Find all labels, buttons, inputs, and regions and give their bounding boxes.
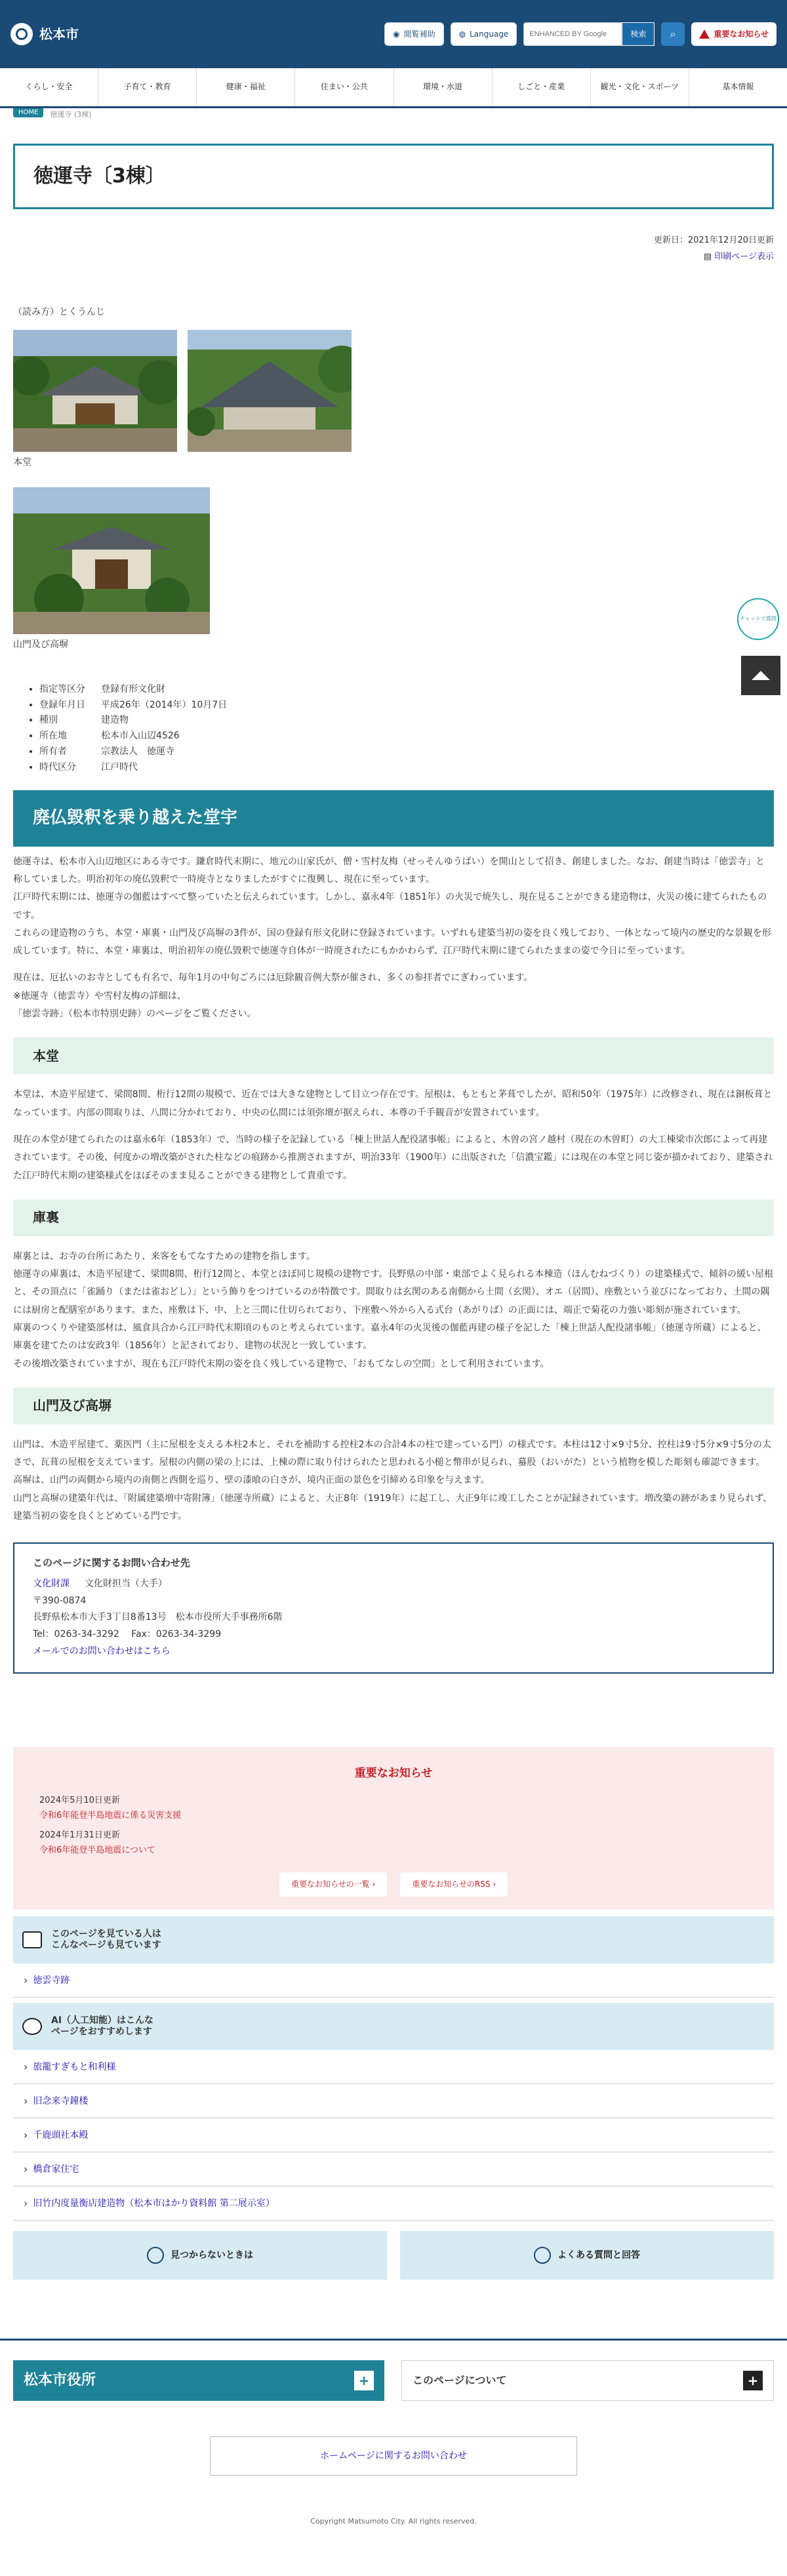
caption-main-hall: 本堂 <box>13 456 31 468</box>
info-item <box>39 698 774 714</box>
notice-title: 重要なお知らせ <box>354 1767 433 1781</box>
computer-icon <box>22 1931 42 1948</box>
mail-contact-link[interactable]: メールでのお問い合わせはこちら <box>33 1646 171 1657</box>
notice-list-label: 重要なお知らせの一覧 <box>291 1880 370 1889</box>
also-viewed-title-1: このページを見ている人は <box>51 1928 161 1939</box>
also-viewed-list <box>13 1963 774 1998</box>
important-notice-label: 重要なお知らせ <box>714 29 769 39</box>
subsection-heading: 庫裏 <box>13 1199 774 1236</box>
breadcrumb-current: 徳運寺 (3棟) <box>50 110 92 119</box>
print-link-row <box>13 249 774 266</box>
property-info-list <box>13 682 774 776</box>
gnav-item[interactable]: 観光・文化・スポーツ <box>591 68 689 106</box>
search-box <box>523 22 655 46</box>
info-key: 種別 <box>39 715 58 726</box>
paragraph: 山門は、木造平屋建て、薬医門（主に屋根を支える本柱2本と、それを補助する控柱2本の合計4本の柱で建っている門）の様式です。本柱は12寸×9寸5分、控柱は9寸5分×9寸5分の太さで、瓦葺の屋根を支えています。屋根の内側の梁の上には、上棟の際に取り付けられたと思われる小槌と幣串が見られ、蟇股（おいがた）という植物を模した彫刻も確認できます。 <box>13 1439 772 1468</box>
info-value: 登録有形文化財 <box>101 683 165 694</box>
list-item[interactable] <box>13 1963 774 1998</box>
contact-zip: 〒390-0874 <box>33 1595 87 1606</box>
subsection-heading: 本堂 <box>13 1037 774 1074</box>
list-item[interactable] <box>13 2118 774 2152</box>
ai-recommend-heading <box>13 2003 774 2050</box>
paragraph: 庫裏とは、お寺の台所にあたり、来客をもてなすための建物を指します。 <box>13 1251 315 1262</box>
info-value: 建造物 <box>101 715 129 726</box>
city-office-label: 松本市役所 <box>24 2372 96 2389</box>
paragraph: その後増改築されていますが、現在も江戸時代末期の姿を良く残している建物で、「おもてなしの空間」として利用されています。 <box>13 1358 550 1369</box>
global-nav <box>0 68 787 108</box>
notice-date: 2024年1月31日更新 <box>39 1830 120 1840</box>
gnav-item[interactable]: 基本情報 <box>722 82 754 92</box>
paragraph: 本堂は、木造平屋建て、梁間8間、桁行12間の規模で、近在では大きな建物として目立つ存在です。屋根は、もともと茅葺でしたが、昭和50年（1975年）に改修され、現在は銅板葺となっています。内部の間取りは、八間に分かれており、中央の仏間には須弥壇が据えられ、本尊の千手観音が安置されています。 <box>13 1089 773 1118</box>
arrow-up-icon <box>752 671 770 680</box>
notice-rss-label: 重要なお知らせのRSS <box>412 1880 491 1889</box>
info-item <box>39 760 774 776</box>
help-buttons <box>13 2231 774 2280</box>
list-item[interactable] <box>13 2050 774 2084</box>
site-contact-button[interactable] <box>210 2436 577 2476</box>
footer-row <box>13 2360 774 2401</box>
print-link[interactable]: 印刷ページ表示 <box>714 251 774 262</box>
info-item <box>39 713 774 729</box>
info-key: 時代区分 <box>39 761 76 773</box>
also-viewed-heading <box>13 1916 774 1963</box>
paragraph: 現在の本堂が建てられたのは嘉永6年（1853年）で、当時の様子を記録している「棟上世話人配役諸事帳」によると、木曽の宮ノ越村（現在の木曽町）の大工棟梁市次郎によって再建されています。その後、何度かの増改築がされた柱などの痕跡から推測されますが、明治33年（1900年）に出版された「信濃宝鑑」には現在の本堂と同じ姿が描かれており、建築された江戸時代末期の建築様式をほぼそのまま見ることができる建物として貴重です。 <box>13 1134 773 1181</box>
paragraph: 高塀は、山門の両側から境内の南側と西側を巡り、壁の漆喰の白さが、境内正面の景色を引締める印象を与えます。 <box>13 1475 490 1486</box>
paragraph: ※徳運寺（徳雲寺）や雪村友梅の詳細は、 <box>13 990 186 1001</box>
contact-phone: Tel：0263-34-3292 Fax：0263-34-3299 <box>33 1629 222 1640</box>
page-header <box>0 0 787 121</box>
paragraph: 現在は、厄払いのお寺としても有名で、毎年1月の中旬ごろには厄除観音例大祭が催され、多くの参拝者でにぎわっています。 <box>13 973 533 984</box>
header-tools <box>384 22 777 46</box>
contact-box <box>13 1542 774 1674</box>
eye-icon: ◉ <box>393 29 400 39</box>
paragraph: 徳運寺は、松本市入山辺地区にある寺です。鎌倉時代末期に、地元の山家氏が、僧・雪村友梅（せっそんゆうばい）を開山として招き、創建しました。なお、創建当時は「徳雲寺」と称していました。明治初年の廃仏毀釈で一時廃寺となりましたがすぐに復興し、現在に至っています。 <box>13 856 765 885</box>
breadcrumb <box>0 108 787 121</box>
info-key: 登録年月日 <box>39 699 85 710</box>
about-page-accordion[interactable] <box>401 2360 774 2401</box>
paragraph: これらの建造物のうち、本堂・庫裏・山門及び高塀の3件が、国の登録有形文化財に登録されています。いずれも建築当初の姿を良く残しており、一体となって境内の歴史的な景観を形成しています。特に、本堂・庫裏は、明治初年の廃仏毀釈で徳運寺自体が一時廃されたにもかかわらず、江戸時代末期に建てられたままの姿で今日に至っています。 <box>13 927 771 957</box>
info-item <box>39 729 774 744</box>
search-button[interactable]: 検索 <box>622 22 655 46</box>
gnav-item[interactable]: 健康・福祉 <box>197 68 295 106</box>
copyright: Copyright Matsumoto City. All rights reserved. <box>310 2517 477 2526</box>
plus-icon: + <box>354 2371 374 2390</box>
magnifier-icon <box>147 2247 164 2264</box>
notice-link[interactable]: 令和6年能登半島地震について <box>39 1845 156 1855</box>
info-value: 江戸時代 <box>101 761 138 773</box>
warning-icon <box>699 30 710 39</box>
info-key: 指定等区分 <box>39 683 85 694</box>
list-link[interactable]: › 旅籠すぎもと和利様 <box>33 2061 116 2072</box>
cloud-icon <box>22 2018 42 2035</box>
gnav-item[interactable]: くらし・安全 <box>0 68 98 106</box>
notice-link[interactable]: 令和6年能登半島地震に係る災害支援 <box>39 1811 182 1821</box>
info-value: 平成26年（2014年）10月7日 <box>101 699 228 710</box>
not-found-button[interactable] <box>13 2231 387 2280</box>
contact-title: このページに関するお問い合わせ先 <box>33 1557 190 1569</box>
photo-main-hall-1 <box>13 330 177 452</box>
info-item <box>39 682 774 698</box>
chat-label: チャットで質問 <box>740 616 777 622</box>
info-key: 所在地 <box>39 731 67 742</box>
important-notice-button[interactable] <box>691 22 777 46</box>
search-icon[interactable]: ⌕ <box>661 22 685 46</box>
page-title-box <box>13 144 774 209</box>
about-page-label: このページについて <box>413 2374 507 2387</box>
chat-button[interactable] <box>737 598 779 640</box>
site-name: 松本市 <box>39 26 79 42</box>
search-input[interactable] <box>523 22 622 46</box>
language-button[interactable] <box>451 22 517 46</box>
list-item[interactable] <box>13 2186 774 2221</box>
list-link[interactable]: › 旧念来寺鐘楼 <box>33 2095 89 2106</box>
paragraph: 庫裏のつくりや建築部材は、風食具合から江戸時代末期頃のものと考えられています。嘉永4年の火災後の伽藍再建の様子を記した「棟上世話人配役諸事帳」（徳運寺所蔵）によると、庫裏を建てたのは安政3年（1856年）と記されており、建物の状況と一致しています。 <box>13 1323 767 1352</box>
subsection-heading: 山門及び高塀 <box>13 1388 774 1424</box>
printer-icon: ▤ <box>703 251 712 262</box>
also-viewed-title-2: こんなページも見ています <box>51 1940 161 1951</box>
paragraph: 徳運寺の庫裏は、木造平屋建て、梁間8間、桁行12間と、本堂とほぼ同じ規模の建物です。長野県の中部・東部でよく見られる本棟造（ほんむねづくり）の建築様式で、傾斜の緩い屋根と、その頂点に「雀踊り（または雀おどし）」という飾りをつけているのが特徴です。間取りは玄関のある南側から土間（玄関）、オエ（居間）、座敷という並びになっており、土間の隅には厨房と配膳室があります。また、座敷は下、中、上と三間に仕切られており、下座敷へ外から入る式台（あがりば）の正面には、端正で菊花の力強い彫刻が施されています。 <box>13 1269 774 1316</box>
ai-title-1: AI（人工知能）はこんな <box>51 2015 154 2026</box>
paragraph: 山門と高塀の建築年代は、「附属建築増中寄附簿」（徳運寺所蔵）によると、大正8年（1919年）に起工し、大正9年に竣工したことが記録されています。増改築の跡があまり見られず、建築当初の姿を良くとどめている門です。 <box>13 1493 773 1522</box>
breadcrumb-home[interactable]: HOME <box>13 108 43 117</box>
updated-date: 更新日：2021年12月20日更新 <box>653 235 774 245</box>
notice-buttons <box>13 1872 774 1897</box>
info-value: 宗教法人 徳運寺 <box>101 746 174 757</box>
important-notice-panel <box>13 1747 774 1910</box>
reading-support-label: 閲覧補助 <box>403 29 435 39</box>
gnav-item[interactable]: しごと・産業 <box>493 68 591 106</box>
notice-list-button[interactable]: 重要なお知らせの一覧 › <box>279 1872 387 1897</box>
notice-rss-button[interactable]: 重要なお知らせのRSS › <box>400 1872 508 1897</box>
page-top-button[interactable] <box>741 656 780 695</box>
page-title: 徳運寺〔3棟〕 <box>33 164 165 188</box>
photo-gate <box>13 487 210 634</box>
faq-label: よくある質問と回答 <box>557 2250 640 2261</box>
paragraph: 江戸時代末期には、徳運寺の伽藍はすべて整っていたと伝えられています。しかし、嘉永4年（1851年）の火災で焼失し、現在見ることができる建造物は、火災の後に建てられたものです。 <box>13 892 767 921</box>
ai-recommend-list <box>13 2050 774 2221</box>
section-heading: 廃仏毀釈を乗り越えた堂宇 <box>13 790 774 847</box>
not-found-label: 見つからないときは <box>171 2250 253 2261</box>
city-emblem-icon <box>10 23 33 45</box>
plus-icon: + <box>743 2371 763 2390</box>
notice-list <box>39 1793 748 1859</box>
page-meta <box>13 233 774 265</box>
list-link[interactable]: › 千鹿頭社本殿 <box>33 2129 89 2141</box>
info-item <box>39 744 774 760</box>
gnav-item[interactable]: 環境・水道 <box>394 68 493 106</box>
info-value: 松本市入山辺4526 <box>101 731 180 742</box>
site-contact-link[interactable]: ホームページに関するお問い合わせ <box>320 2451 467 2462</box>
list-item[interactable] <box>13 2152 774 2186</box>
list-item[interactable] <box>13 2084 774 2118</box>
photo-main-hall-2 <box>188 330 352 452</box>
city-office-accordion[interactable] <box>13 2360 384 2401</box>
gnav-item[interactable]: 住まい・公共 <box>295 68 394 106</box>
info-key: 所有者 <box>39 746 67 757</box>
dept-link[interactable]: 文化財課 <box>33 1578 70 1589</box>
main-content <box>0 144 787 2280</box>
reading: （読み方）とくうんじ <box>13 307 105 318</box>
contact-address: 長野県松本市大手3丁目8番13号 松本市役所大手事務所6階 <box>33 1612 283 1623</box>
footer <box>0 2339 787 2567</box>
language-label: Language <box>470 29 509 39</box>
caption-gate: 山門及び高塀 <box>13 639 68 651</box>
photo-row-gate <box>13 487 774 634</box>
notice-date: 2024年5月10日更新 <box>39 1795 120 1805</box>
photo-row-main <box>13 330 774 452</box>
site-logo[interactable] <box>10 23 79 46</box>
ai-title-2: ページをおすすめします <box>51 2026 152 2038</box>
list-link[interactable]: › 橋倉家住宅 <box>33 2163 79 2175</box>
reading-support-button[interactable] <box>384 22 444 46</box>
globe-icon: ◍ <box>458 29 466 39</box>
gnav-item[interactable]: 子育て・教育 <box>98 68 197 106</box>
list-link[interactable]: › 旧竹内度量衡店建造物（松本市はかり資料館 第二展示室） <box>33 2198 275 2209</box>
faq-button[interactable] <box>400 2231 774 2280</box>
list-link[interactable]: › 徳雲寺跡 <box>33 1975 70 1986</box>
dept-name: 文化財担当（大手） <box>84 1578 167 1589</box>
contact-dept-row <box>33 1576 754 1593</box>
question-icon <box>534 2247 551 2264</box>
top-bar <box>0 0 787 68</box>
paragraph-link[interactable]: 「徳雲寺跡」（松本市特別史跡）のページをご覧ください。 <box>13 1009 256 1020</box>
